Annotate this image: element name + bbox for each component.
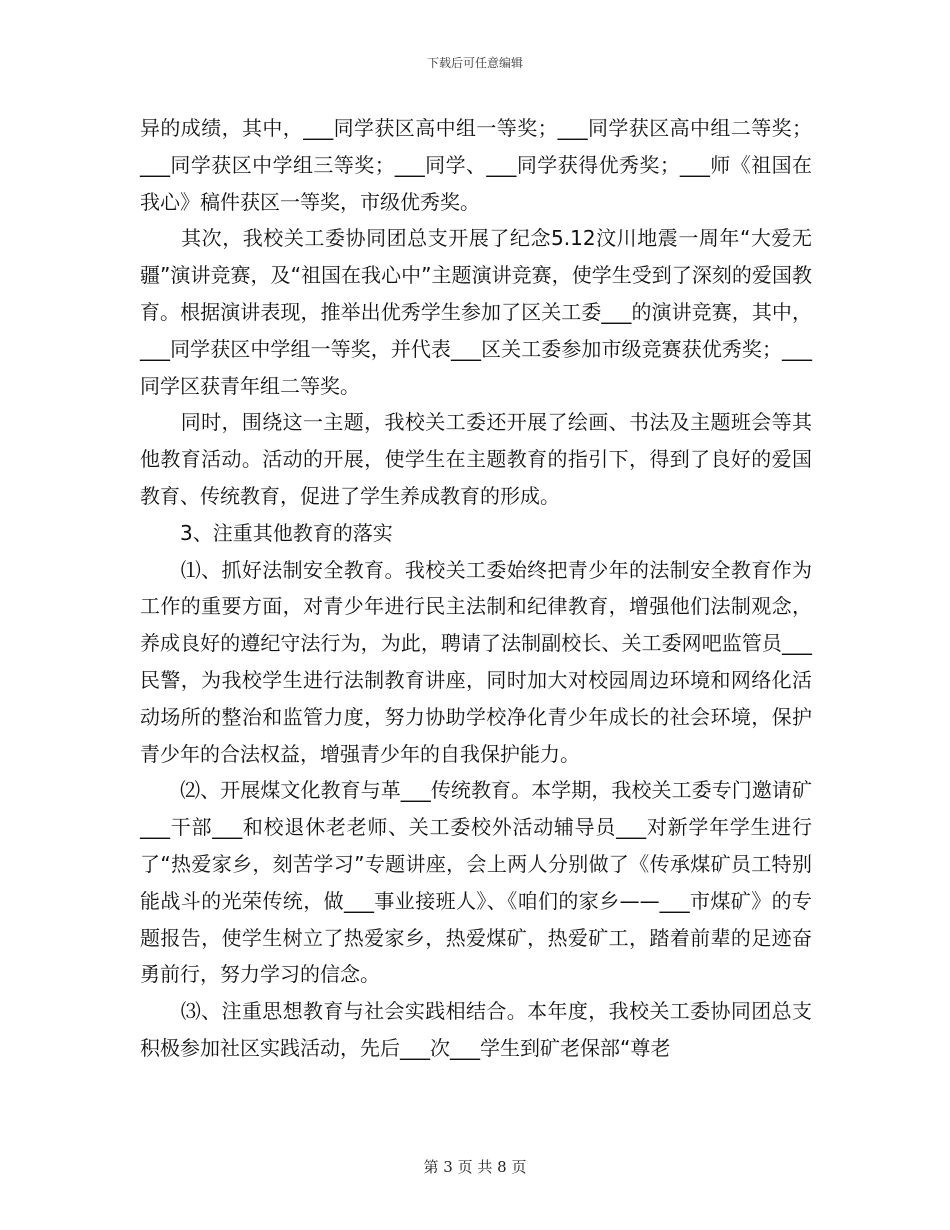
paragraph-6: ⑶、注重思想教育与社会实践相结合。本年度，我校关工委协同团总支积极参加社区实践活动，先后___次___学生到矿老保部“尊老 <box>140 999 812 1060</box>
paragraph-1: 异的成绩，其中，___同学获区高中组一等奖；___同学获区高中组二等奖；___同学获区中学组三等奖；___同学、___同学获得优秀奖；___师《祖国在我心》稿件获区一等奖，市级优秀奖。 <box>140 116 812 214</box>
section-heading: 3、注重其他教育的落实 <box>140 520 393 545</box>
page-number: 第 3 页 共 8 页 <box>423 1158 527 1176</box>
paragraph-2: 其次，我校关工委协同团总支开展了纪念5.12汶川地震一周年“大爱无疆”演讲竞赛，及“祖国在我心中”主题演讲竞赛，使学生受到了深刻的爱国教育。根据演讲表现，推举出优秀学生参加了区关工委___的演讲竞赛，其中，___同学获区中学组一等奖，并代表___区关工委参加市级竞赛获优秀奖；___同学区获青年组二等奖。 <box>140 226 812 398</box>
body-text <box>140 110 812 1067</box>
paragraph-4: ⑴、抓好法制安全教育。我校关工委始终把青少年的法制安全教育作为工作的重要方面，对青少年进行民主法制和纪律教育，增强他们法制观念，养成良好的遵纪守法行为，为此，聘请了法制副校长、关工委网吧监管员___民警，为我校学生进行法制教育讲座，同时加大对校园周边环境和网络化活动场所的整治和监管力度，努力协助学校净化青少年成长的社会环境，保护青少年的合法权益，增强青少年的自我保护能力。 <box>140 557 812 766</box>
paragraph-5: ⑵、开展煤文化教育与革___传统教育。本学期，我校关工委专门邀请矿___干部___和校退休老老师、关工委校外活动辅导员___对新学年学生进行了“热爱家乡，刻苦学习”专题讲座，会上两人分别做了《传承煤矿员工特别能战斗的光荣传统，做___事业接班人》、《咱们的家乡——___市煤矿》的专题报告，使学生树立了热爱家乡，热爱煤矿，热爱矿工，踏着前辈的足迹奋勇前行，努力学习的信念。 <box>140 778 812 987</box>
paragraph-3: 同时，围绕这一主题，我校关工委还开展了绘画、书法及主题班会等其他教育活动。活动的开展，使学生在主题教育的指引下，得到了良好的爱国教育、传统教育，促进了学生养成教育的形成。 <box>140 410 812 508</box>
page-header: 下载后可任意编辑 <box>426 56 523 70</box>
